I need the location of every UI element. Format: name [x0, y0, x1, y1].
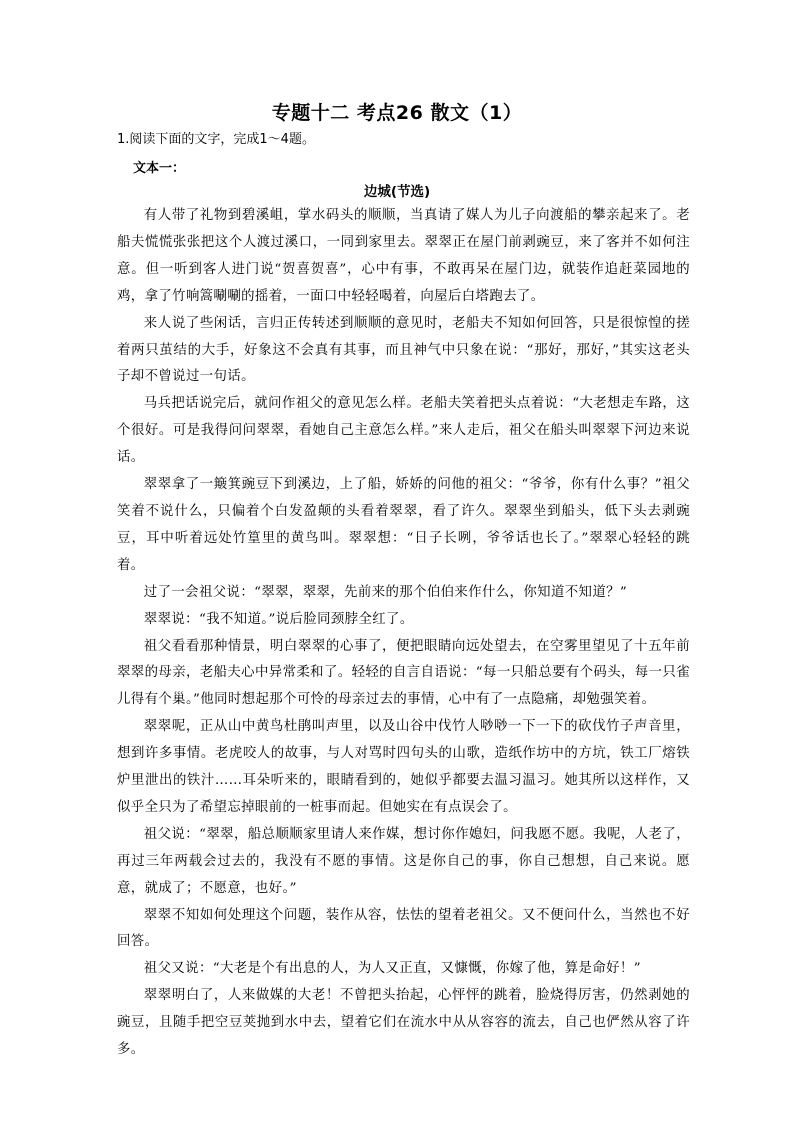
question-instruction: 1.阅读下面的文字，完成1～4题。: [117, 132, 315, 147]
paragraph: 祖父又说：“大老是个有出息的人，为人又正直，又慷慨，你嫁了他，算是命好！”: [143, 961, 641, 977]
paragraph: 有人带了礼物到碧溪岨，掌水码头的顺顺，当真请了媒人为儿子向渡船的攀亲起来了。老船夫慌慌张张把这个人渡过溪口，一同到家里去。翠翠正在屋门前剥豌豆，来了客并不如何注意。但一听到客人进门说“贺喜贺喜”，心中有事，不敢再呆在屋门边，就装作追赶菜园地的鸡，拿了竹响篙唰唰的摇着，一面口中轻轻喝着，向屋后白塔跑去了。: [117, 208, 690, 304]
page-title: 专题十二 考点26 散文（1）: [271, 102, 523, 124]
paragraph: 祖父看看那种情景，明白翠翠的心事了，便把眼睛向远处望去，在空雾里望见了十五年前翠翠的母亲，老船夫心中异常柔和了。轻轻的自言自语说：“每一只船总要有个码头，每一只雀儿得有个巢。”他同时想起那个可怜的母亲过去的事情，心中有了一点隐痛，却勉强笑着。: [117, 638, 690, 708]
paragraph: 过了一会祖父说：“翠翠，翠翠，先前来的那个伯伯来作什么，你知道不知道？”: [143, 584, 628, 600]
paragraph: 来人说了些闲话，言归正传转述到顺顺的意见时，老船夫不知如何回答，只是很惊惶的搓着两只茧结的大手，好象这不会真有其事，而且神气中只象在说：“那好，那好，”其实这老头子却不曾说过一句话。: [117, 315, 690, 385]
text-label: 文本一：: [133, 161, 186, 176]
paragraph: 翠翠呢，正从山中黄鸟杜鹃叫声里，以及山谷中伐竹人唦唦一下一下的砍伐竹子声音里，想到许多事情。老虎咬人的故事，与人对骂时四句头的山歌，造纸作坊中的方坑，铁工厂熔铁炉里泄出的铁汁……耳朵听来的，眼睛看到的，她似乎都要去温习温习。她其所以这样作，又似乎全只为了希望忘掉眼前的一桩事而起。但她实在有点误会了。: [117, 719, 690, 815]
passage-title: 边城(节选): [363, 184, 431, 200]
paragraph: 翠翠说：“我不知道。”说后脸同颈脖全红了。: [143, 611, 414, 627]
paragraph: 翠翠明白了，人来做媒的大老！不曾把头抬起，心怦怦的跳着，脸烧得厉害，仍然剥她的豌豆，且随手把空豆荚抛到水中去，望着它们在流水中从从容容的流去，自己也俨然从容了许多。: [117, 988, 690, 1058]
passage-body: [117, 203, 690, 1064]
paragraph: 祖父说：“翠翠，船总顺顺家里请人来作媒，想讨你作媳妇，问我愿不愿。我呢，人老了，再过三年两载会过去的，我没有不愿的事情。这是你自己的事，你自己想想，自己来说。愿意，就成了；不愿意，也好。”: [117, 826, 690, 896]
paragraph: 马兵把话说完后，就问作祖父的意见怎么样。老船夫笑着把头点着说：“大老想走车路，这个很好。可是我得问问翠翠，看她自己主意怎么样。”来人走后，祖父在船头叫翠翠下河边来说话。: [117, 396, 690, 466]
paragraph: 翠翠不知如何处理这个问题，装作从容，怯怯的望着老祖父。又不便问什么，当然也不好回答。: [117, 907, 690, 950]
paragraph: 翠翠拿了一簸箕豌豆下到溪边，上了船，娇娇的问他的祖父：“爷爷，你有什么事？”祖父笑着不说什么，只偏着个白发盈颠的头看着翠翠，看了许久。翠翠坐到船头，低下头去剥豌豆，耳中听着远处竹篁里的黄鸟叫。翠翠想：“日子长咧，爷爷话也长了。”翠翠心轻轻的跳着。: [117, 477, 690, 573]
